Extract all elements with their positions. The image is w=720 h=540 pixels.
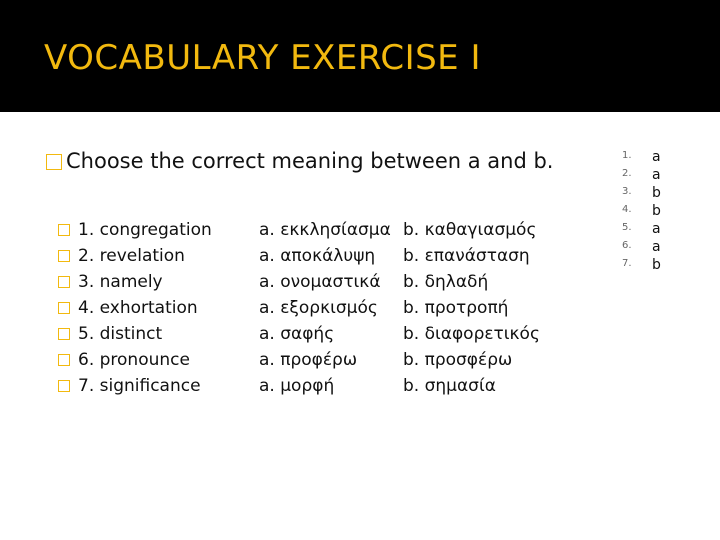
option-b: b. προτροπή: [403, 298, 509, 318]
answer-item: [622, 220, 702, 238]
answer-number: 2.: [622, 168, 632, 179]
answer-number: 6.: [622, 240, 632, 251]
answer-number: 3.: [622, 186, 632, 197]
instruction-text: Choose the correct meaning between a and b.: [66, 149, 554, 173]
list-item: [0, 271, 720, 297]
answer-value: a: [652, 221, 661, 237]
list-item: [0, 219, 720, 245]
answer-number: 4.: [622, 204, 632, 215]
answer-number: 5.: [622, 222, 632, 233]
option-a: a. προφέρω: [259, 350, 358, 370]
term: 7. significance: [78, 376, 201, 396]
answer-number: 1.: [622, 150, 632, 161]
term: 6. pronounce: [78, 350, 190, 370]
option-a: a. αποκάλυψη: [259, 246, 376, 266]
checkbox-bullet-icon: [58, 302, 70, 314]
checkbox-bullet-icon: [58, 224, 70, 236]
option-a: a. εξορκισμός: [259, 298, 378, 318]
list-item: [0, 297, 720, 323]
checkbox-bullet-icon: [46, 154, 62, 170]
answer-item: [622, 166, 702, 184]
option-b: b. δηλαδή: [403, 272, 489, 292]
option-b: b. καθαγιασμός: [403, 220, 537, 240]
checkbox-bullet-icon: [58, 380, 70, 392]
term: 5. distinct: [78, 324, 163, 344]
answer-item: [622, 184, 702, 202]
answer-item: [622, 238, 702, 256]
list-item: [0, 245, 720, 271]
term: 3. namely: [78, 272, 163, 292]
checkbox-bullet-icon: [58, 276, 70, 288]
slide-title: VOCABULARY EXERCISE I: [44, 38, 481, 78]
option-a: a. εκκλησίασμα: [259, 220, 391, 240]
option-b: b. διαφορετικός: [403, 324, 540, 344]
option-b: b. προσφέρω: [403, 350, 513, 370]
answer-value: b: [652, 185, 661, 201]
title-bar: [0, 0, 720, 112]
answer-value: b: [652, 203, 661, 219]
term: 1. congregation: [78, 220, 212, 240]
list-item: [0, 323, 720, 349]
option-b: b. επανάσταση: [403, 246, 530, 266]
option-a: a. σαφής: [259, 324, 335, 344]
answer-number: 7.: [622, 258, 632, 269]
checkbox-bullet-icon: [58, 354, 70, 366]
answer-value: a: [652, 167, 661, 183]
term: 4. exhortation: [78, 298, 198, 318]
answer-value: b: [652, 257, 661, 273]
answer-value: a: [652, 239, 661, 255]
answer-item: [622, 256, 702, 274]
checkbox-bullet-icon: [58, 250, 70, 262]
answer-item: [622, 202, 702, 220]
option-a: a. μορφή: [259, 376, 335, 396]
answer-item: [622, 148, 702, 166]
term: 2. revelation: [78, 246, 185, 266]
answer-value: a: [652, 149, 661, 165]
checkbox-bullet-icon: [58, 328, 70, 340]
option-a: a. ονομαστικά: [259, 272, 381, 292]
option-b: b. σημασία: [403, 376, 496, 396]
list-item: [0, 375, 720, 401]
list-item: [0, 349, 720, 375]
